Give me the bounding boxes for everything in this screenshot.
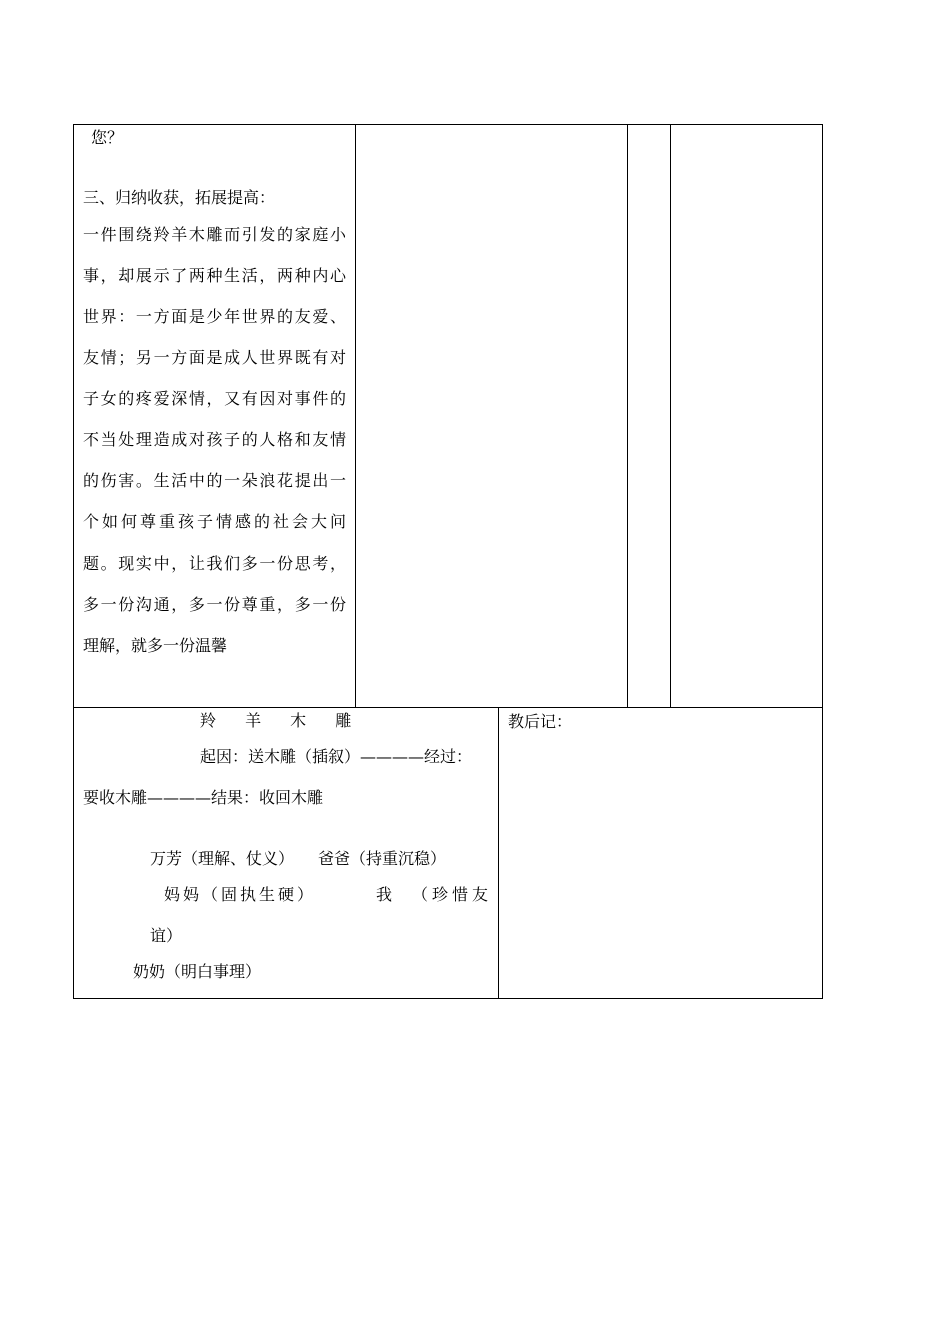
character-wo: 我 (376, 885, 393, 904)
paragraph-line: 个如何尊重孩子情感的社会大问 (83, 512, 346, 531)
plot-line-1: 起因：送木雕（插叙）————经过： (200, 747, 473, 766)
character-wo-trait-cont: 谊） (150, 926, 183, 945)
continuation-text: 您？ (91, 128, 124, 147)
character-nainai: 奶奶（明白事理） (133, 962, 262, 981)
paragraph-line: 友情；另一方面是成人世界既有对 (83, 348, 346, 367)
table-cell-content (73, 124, 356, 708)
paragraph-line: 的伤害。生活中的一朵浪花提出一 (83, 471, 346, 490)
table-cell-blank-1 (355, 124, 628, 708)
section-heading: 三、归纳收获，拓展提高： (83, 188, 276, 207)
paragraph-line: 事，却展示了两种生活，两种内心 (83, 266, 346, 285)
plot-line-2: 要收木雕————结果：收回木雕 (83, 788, 324, 807)
paragraph-line: 多一份沟通，多一份尊重，多一份 (83, 595, 346, 614)
teaching-notes-label: 教后记： (508, 712, 573, 731)
paragraph-line: 理解，就多一份温馨 (83, 636, 228, 655)
paragraph-line: 不当处理造成对孩子的人格和友情 (83, 430, 346, 449)
character-baba: 爸爸（持重沉稳） (318, 849, 447, 868)
paragraph-line: 世界：一方面是少年世界的友爱、 (83, 307, 346, 326)
teaching-notes-cell (498, 707, 823, 999)
character-wanfang: 万芳（理解、仗义） (150, 849, 295, 868)
paragraph-line: 一件围绕羚羊木雕而引发的家庭小 (83, 225, 346, 244)
character-mama: 妈妈（固执生硬） (164, 885, 317, 904)
paragraph-line: 子女的疼爱深情，又有因对事件的 (83, 389, 346, 408)
paragraph-line: 题。现实中，让我们多一份思考， (83, 554, 346, 573)
board-title: 羚 羊 木 雕 (200, 711, 364, 730)
table-cell-blank-2 (627, 124, 671, 708)
character-wo-trait: （珍惜友 (412, 885, 493, 904)
table-cell-blank-3 (670, 124, 823, 708)
